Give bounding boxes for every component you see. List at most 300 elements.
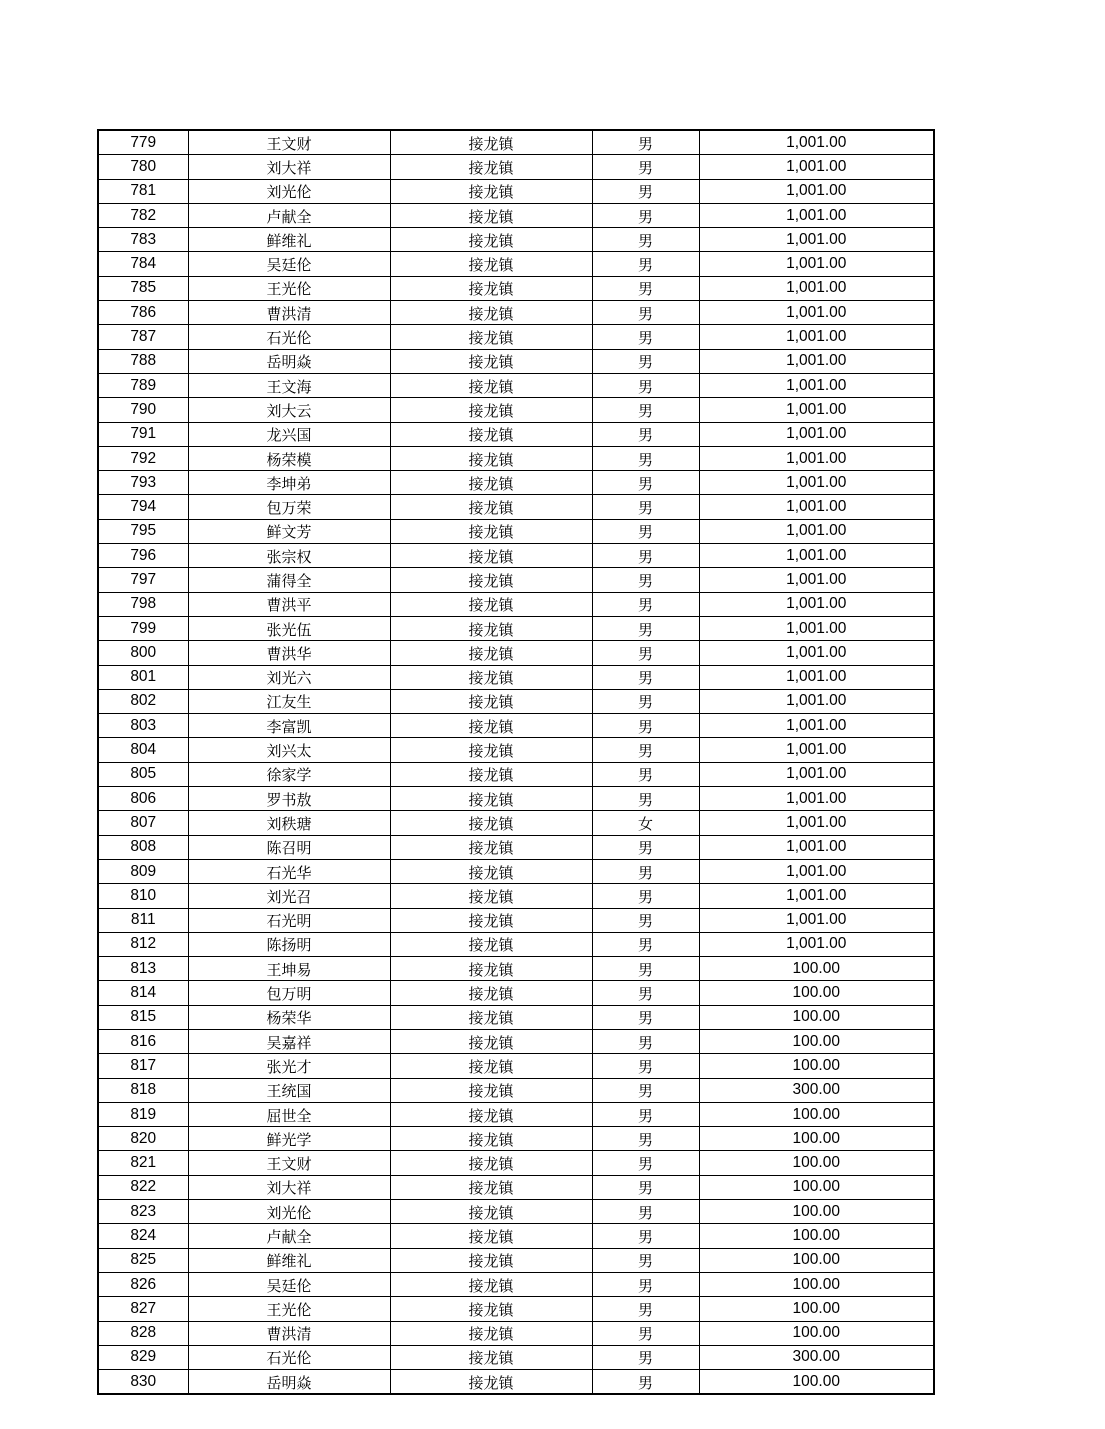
name-cell: 王统国: [188, 1078, 390, 1102]
name-cell: 王文海: [188, 373, 390, 397]
town-cell: 接龙镇: [390, 1175, 592, 1199]
gender-cell: 男: [592, 568, 699, 592]
name-cell: 鲜维礼: [188, 228, 390, 252]
amount-cell: 100.00: [699, 1224, 934, 1248]
gender-cell: 男: [592, 932, 699, 956]
amount-cell: 1,001.00: [699, 932, 934, 956]
town-cell: 接龙镇: [390, 228, 592, 252]
town-cell: 接龙镇: [390, 932, 592, 956]
name-cell: 刘光召: [188, 884, 390, 908]
row-number-cell: 781: [98, 179, 188, 203]
amount-cell: 1,001.00: [699, 349, 934, 373]
gender-cell: 男: [592, 519, 699, 543]
name-cell: 王光伦: [188, 1297, 390, 1321]
town-cell: 接龙镇: [390, 1200, 592, 1224]
table-row: [98, 398, 934, 422]
name-cell: 曹洪清: [188, 1321, 390, 1345]
amount-cell: 1,001.00: [699, 301, 934, 325]
gender-cell: 男: [592, 1272, 699, 1296]
amount-cell: 1,001.00: [699, 276, 934, 300]
amount-cell: 1,001.00: [699, 495, 934, 519]
amount-cell: 1,001.00: [699, 544, 934, 568]
amount-cell: 100.00: [699, 1248, 934, 1272]
town-cell: 接龙镇: [390, 349, 592, 373]
town-cell: 接龙镇: [390, 908, 592, 932]
data-table: [97, 129, 935, 1395]
town-cell: 接龙镇: [390, 252, 592, 276]
row-number-cell: 806: [98, 787, 188, 811]
table-row: [98, 349, 934, 373]
row-number-cell: 814: [98, 981, 188, 1005]
row-number-cell: 799: [98, 616, 188, 640]
name-cell: 蒲得全: [188, 568, 390, 592]
table-row: [98, 1370, 934, 1395]
row-number-cell: 802: [98, 689, 188, 713]
amount-cell: 1,001.00: [699, 689, 934, 713]
amount-cell: 100.00: [699, 1127, 934, 1151]
gender-cell: 男: [592, 252, 699, 276]
table-row: [98, 228, 934, 252]
name-cell: 刘大云: [188, 398, 390, 422]
table-row: [98, 544, 934, 568]
name-cell: 江友生: [188, 689, 390, 713]
row-number-cell: 821: [98, 1151, 188, 1175]
table-row: [98, 738, 934, 762]
amount-cell: 100.00: [699, 1200, 934, 1224]
town-cell: 接龙镇: [390, 787, 592, 811]
table-row: [98, 422, 934, 446]
gender-cell: 男: [592, 325, 699, 349]
name-cell: 卢献全: [188, 1224, 390, 1248]
table-row: [98, 1078, 934, 1102]
amount-cell: 100.00: [699, 1297, 934, 1321]
name-cell: 张光才: [188, 1054, 390, 1078]
gender-cell: 男: [592, 981, 699, 1005]
gender-cell: 男: [592, 471, 699, 495]
amount-cell: 100.00: [699, 1054, 934, 1078]
town-cell: 接龙镇: [390, 859, 592, 883]
town-cell: 接龙镇: [390, 1151, 592, 1175]
row-number-cell: 830: [98, 1370, 188, 1395]
table-row: [98, 568, 934, 592]
town-cell: 接龙镇: [390, 884, 592, 908]
name-cell: 张宗权: [188, 544, 390, 568]
name-cell: 鲜维礼: [188, 1248, 390, 1272]
gender-cell: 男: [592, 665, 699, 689]
row-number-cell: 801: [98, 665, 188, 689]
gender-cell: 男: [592, 130, 699, 155]
gender-cell: 男: [592, 1029, 699, 1053]
gender-cell: 男: [592, 616, 699, 640]
amount-cell: 1,001.00: [699, 519, 934, 543]
table-row: [98, 835, 934, 859]
amount-cell: 1,001.00: [699, 422, 934, 446]
table-row: [98, 252, 934, 276]
town-cell: 接龙镇: [390, 179, 592, 203]
name-cell: 岳明焱: [188, 349, 390, 373]
table-row: [98, 932, 934, 956]
row-number-cell: 818: [98, 1078, 188, 1102]
name-cell: 曹洪平: [188, 592, 390, 616]
row-number-cell: 810: [98, 884, 188, 908]
gender-cell: 男: [592, 1321, 699, 1345]
town-cell: 接龙镇: [390, 762, 592, 786]
row-number-cell: 804: [98, 738, 188, 762]
name-cell: 龙兴国: [188, 422, 390, 446]
row-number-cell: 829: [98, 1345, 188, 1369]
gender-cell: 女: [592, 811, 699, 835]
name-cell: 鲜文芳: [188, 519, 390, 543]
name-cell: 张光伍: [188, 616, 390, 640]
amount-cell: 1,001.00: [699, 228, 934, 252]
amount-cell: 100.00: [699, 1370, 934, 1395]
town-cell: 接龙镇: [390, 1224, 592, 1248]
amount-cell: 100.00: [699, 1102, 934, 1126]
name-cell: 刘光伦: [188, 1200, 390, 1224]
gender-cell: 男: [592, 1224, 699, 1248]
row-number-cell: 796: [98, 544, 188, 568]
name-cell: 李富凯: [188, 714, 390, 738]
name-cell: 吴廷伦: [188, 1272, 390, 1296]
row-number-cell: 791: [98, 422, 188, 446]
amount-cell: 300.00: [699, 1078, 934, 1102]
town-cell: 接龙镇: [390, 957, 592, 981]
gender-cell: 男: [592, 592, 699, 616]
gender-cell: 男: [592, 228, 699, 252]
name-cell: 李坤弟: [188, 471, 390, 495]
town-cell: 接龙镇: [390, 276, 592, 300]
town-cell: 接龙镇: [390, 203, 592, 227]
name-cell: 杨荣模: [188, 446, 390, 470]
table-row: [98, 616, 934, 640]
gender-cell: 男: [592, 1054, 699, 1078]
amount-cell: 100.00: [699, 957, 934, 981]
amount-cell: 1,001.00: [699, 884, 934, 908]
row-number-cell: 805: [98, 762, 188, 786]
amount-cell: 1,001.00: [699, 665, 934, 689]
amount-cell: 1,001.00: [699, 398, 934, 422]
town-cell: 接龙镇: [390, 155, 592, 179]
row-number-cell: 815: [98, 1005, 188, 1029]
gender-cell: 男: [592, 1078, 699, 1102]
row-number-cell: 797: [98, 568, 188, 592]
town-cell: 接龙镇: [390, 1127, 592, 1151]
town-cell: 接龙镇: [390, 714, 592, 738]
gender-cell: 男: [592, 1175, 699, 1199]
name-cell: 王坤易: [188, 957, 390, 981]
row-number-cell: 820: [98, 1127, 188, 1151]
gender-cell: 男: [592, 349, 699, 373]
name-cell: 石光伦: [188, 1345, 390, 1369]
town-cell: 接龙镇: [390, 641, 592, 665]
amount-cell: 1,001.00: [699, 471, 934, 495]
table-row: [98, 787, 934, 811]
row-number-cell: 824: [98, 1224, 188, 1248]
amount-cell: 1,001.00: [699, 130, 934, 155]
gender-cell: 男: [592, 689, 699, 713]
town-cell: 接龙镇: [390, 592, 592, 616]
table-row: [98, 325, 934, 349]
row-number-cell: 819: [98, 1102, 188, 1126]
row-number-cell: 790: [98, 398, 188, 422]
amount-cell: 1,001.00: [699, 787, 934, 811]
amount-cell: 1,001.00: [699, 714, 934, 738]
gender-cell: 男: [592, 544, 699, 568]
name-cell: 杨荣华: [188, 1005, 390, 1029]
name-cell: 刘光六: [188, 665, 390, 689]
town-cell: 接龙镇: [390, 1029, 592, 1053]
row-number-cell: 782: [98, 203, 188, 227]
name-cell: 吴嘉祥: [188, 1029, 390, 1053]
amount-cell: 1,001.00: [699, 568, 934, 592]
gender-cell: 男: [592, 155, 699, 179]
row-number-cell: 784: [98, 252, 188, 276]
gender-cell: 男: [592, 738, 699, 762]
amount-cell: 1,001.00: [699, 155, 934, 179]
table-row: [98, 1127, 934, 1151]
gender-cell: 男: [592, 1345, 699, 1369]
name-cell: 鲜光学: [188, 1127, 390, 1151]
amount-cell: 100.00: [699, 1029, 934, 1053]
amount-cell: 1,001.00: [699, 811, 934, 835]
gender-cell: 男: [592, 1005, 699, 1029]
town-cell: 接龙镇: [390, 1005, 592, 1029]
table-row: [98, 981, 934, 1005]
amount-cell: 1,001.00: [699, 859, 934, 883]
gender-cell: 男: [592, 1370, 699, 1395]
row-number-cell: 825: [98, 1248, 188, 1272]
row-number-cell: 811: [98, 908, 188, 932]
table-row: [98, 301, 934, 325]
town-cell: 接龙镇: [390, 1248, 592, 1272]
table-row: [98, 276, 934, 300]
amount-cell: 1,001.00: [699, 446, 934, 470]
row-number-cell: 813: [98, 957, 188, 981]
table-row: [98, 1321, 934, 1345]
table-row: [98, 519, 934, 543]
row-number-cell: 816: [98, 1029, 188, 1053]
row-number-cell: 812: [98, 932, 188, 956]
town-cell: 接龙镇: [390, 689, 592, 713]
table-row: [98, 714, 934, 738]
table-row: [98, 762, 934, 786]
row-number-cell: 809: [98, 859, 188, 883]
gender-cell: 男: [592, 1102, 699, 1126]
name-cell: 刘秩瑭: [188, 811, 390, 835]
name-cell: 包万明: [188, 981, 390, 1005]
gender-cell: 男: [592, 1297, 699, 1321]
town-cell: 接龙镇: [390, 1297, 592, 1321]
gender-cell: 男: [592, 641, 699, 665]
row-number-cell: 785: [98, 276, 188, 300]
name-cell: 卢献全: [188, 203, 390, 227]
gender-cell: 男: [592, 908, 699, 932]
row-number-cell: 788: [98, 349, 188, 373]
amount-cell: 100.00: [699, 1321, 934, 1345]
amount-cell: 1,001.00: [699, 373, 934, 397]
gender-cell: 男: [592, 714, 699, 738]
row-number-cell: 823: [98, 1200, 188, 1224]
gender-cell: 男: [592, 495, 699, 519]
row-number-cell: 828: [98, 1321, 188, 1345]
town-cell: 接龙镇: [390, 373, 592, 397]
name-cell: 吴廷伦: [188, 252, 390, 276]
name-cell: 石光华: [188, 859, 390, 883]
town-cell: 接龙镇: [390, 544, 592, 568]
table-row: [98, 1248, 934, 1272]
gender-cell: 男: [592, 446, 699, 470]
name-cell: 徐家学: [188, 762, 390, 786]
table-row: [98, 884, 934, 908]
row-number-cell: 807: [98, 811, 188, 835]
table-row: [98, 1272, 934, 1296]
table-row: [98, 1151, 934, 1175]
amount-cell: 1,001.00: [699, 616, 934, 640]
name-cell: 刘大祥: [188, 155, 390, 179]
town-cell: 接龙镇: [390, 301, 592, 325]
gender-cell: 男: [592, 787, 699, 811]
row-number-cell: 794: [98, 495, 188, 519]
name-cell: 王文财: [188, 130, 390, 155]
name-cell: 陈召明: [188, 835, 390, 859]
table-row: [98, 1054, 934, 1078]
gender-cell: 男: [592, 1200, 699, 1224]
table-row: [98, 1200, 934, 1224]
table-row: [98, 155, 934, 179]
row-number-cell: 779: [98, 130, 188, 155]
town-cell: 接龙镇: [390, 616, 592, 640]
document-page: [97, 129, 933, 1395]
gender-cell: 男: [592, 276, 699, 300]
name-cell: 刘兴太: [188, 738, 390, 762]
name-cell: 石光明: [188, 908, 390, 932]
table-row: [98, 1029, 934, 1053]
name-cell: 刘光伦: [188, 179, 390, 203]
row-number-cell: 803: [98, 714, 188, 738]
table-row: [98, 1102, 934, 1126]
gender-cell: 男: [592, 1248, 699, 1272]
town-cell: 接龙镇: [390, 495, 592, 519]
town-cell: 接龙镇: [390, 665, 592, 689]
table-row: [98, 811, 934, 835]
table-row: [98, 592, 934, 616]
table-row: [98, 908, 934, 932]
table-row: [98, 957, 934, 981]
table-body: [98, 130, 934, 1394]
amount-cell: 100.00: [699, 1005, 934, 1029]
town-cell: 接龙镇: [390, 1078, 592, 1102]
gender-cell: 男: [592, 203, 699, 227]
town-cell: 接龙镇: [390, 738, 592, 762]
town-cell: 接龙镇: [390, 422, 592, 446]
amount-cell: 1,001.00: [699, 179, 934, 203]
town-cell: 接龙镇: [390, 446, 592, 470]
name-cell: 王光伦: [188, 276, 390, 300]
amount-cell: 1,001.00: [699, 762, 934, 786]
amount-cell: 100.00: [699, 1272, 934, 1296]
gender-cell: 男: [592, 762, 699, 786]
amount-cell: 300.00: [699, 1345, 934, 1369]
table-row: [98, 1005, 934, 1029]
town-cell: 接龙镇: [390, 1272, 592, 1296]
row-number-cell: 826: [98, 1272, 188, 1296]
amount-cell: 1,001.00: [699, 908, 934, 932]
name-cell: 包万荣: [188, 495, 390, 519]
town-cell: 接龙镇: [390, 568, 592, 592]
name-cell: 岳明焱: [188, 1370, 390, 1395]
town-cell: 接龙镇: [390, 835, 592, 859]
town-cell: 接龙镇: [390, 981, 592, 1005]
gender-cell: 男: [592, 859, 699, 883]
amount-cell: 1,001.00: [699, 738, 934, 762]
table-row: [98, 373, 934, 397]
table-row: [98, 179, 934, 203]
table-row: [98, 1224, 934, 1248]
amount-cell: 1,001.00: [699, 203, 934, 227]
gender-cell: 男: [592, 835, 699, 859]
table-row: [98, 130, 934, 155]
gender-cell: 男: [592, 179, 699, 203]
amount-cell: 1,001.00: [699, 252, 934, 276]
table-row: [98, 1175, 934, 1199]
table-row: [98, 665, 934, 689]
gender-cell: 男: [592, 301, 699, 325]
town-cell: 接龙镇: [390, 811, 592, 835]
town-cell: 接龙镇: [390, 519, 592, 543]
gender-cell: 男: [592, 398, 699, 422]
table-row: [98, 1345, 934, 1369]
town-cell: 接龙镇: [390, 130, 592, 155]
name-cell: 陈扬明: [188, 932, 390, 956]
town-cell: 接龙镇: [390, 1102, 592, 1126]
gender-cell: 男: [592, 957, 699, 981]
row-number-cell: 792: [98, 446, 188, 470]
gender-cell: 男: [592, 422, 699, 446]
row-number-cell: 795: [98, 519, 188, 543]
row-number-cell: 780: [98, 155, 188, 179]
amount-cell: 100.00: [699, 981, 934, 1005]
table-row: [98, 446, 934, 470]
town-cell: 接龙镇: [390, 398, 592, 422]
name-cell: 石光伦: [188, 325, 390, 349]
name-cell: 刘大祥: [188, 1175, 390, 1199]
gender-cell: 男: [592, 884, 699, 908]
table-row: [98, 1297, 934, 1321]
gender-cell: 男: [592, 1151, 699, 1175]
row-number-cell: 798: [98, 592, 188, 616]
name-cell: 曹洪清: [188, 301, 390, 325]
town-cell: 接龙镇: [390, 471, 592, 495]
row-number-cell: 789: [98, 373, 188, 397]
amount-cell: 1,001.00: [699, 641, 934, 665]
amount-cell: 100.00: [699, 1175, 934, 1199]
row-number-cell: 800: [98, 641, 188, 665]
table-row: [98, 641, 934, 665]
amount-cell: 1,001.00: [699, 325, 934, 349]
table-row: [98, 203, 934, 227]
town-cell: 接龙镇: [390, 1321, 592, 1345]
row-number-cell: 787: [98, 325, 188, 349]
amount-cell: 1,001.00: [699, 592, 934, 616]
name-cell: 屈世全: [188, 1102, 390, 1126]
town-cell: 接龙镇: [390, 325, 592, 349]
town-cell: 接龙镇: [390, 1345, 592, 1369]
gender-cell: 男: [592, 373, 699, 397]
row-number-cell: 808: [98, 835, 188, 859]
table-row: [98, 495, 934, 519]
table-row: [98, 859, 934, 883]
row-number-cell: 822: [98, 1175, 188, 1199]
